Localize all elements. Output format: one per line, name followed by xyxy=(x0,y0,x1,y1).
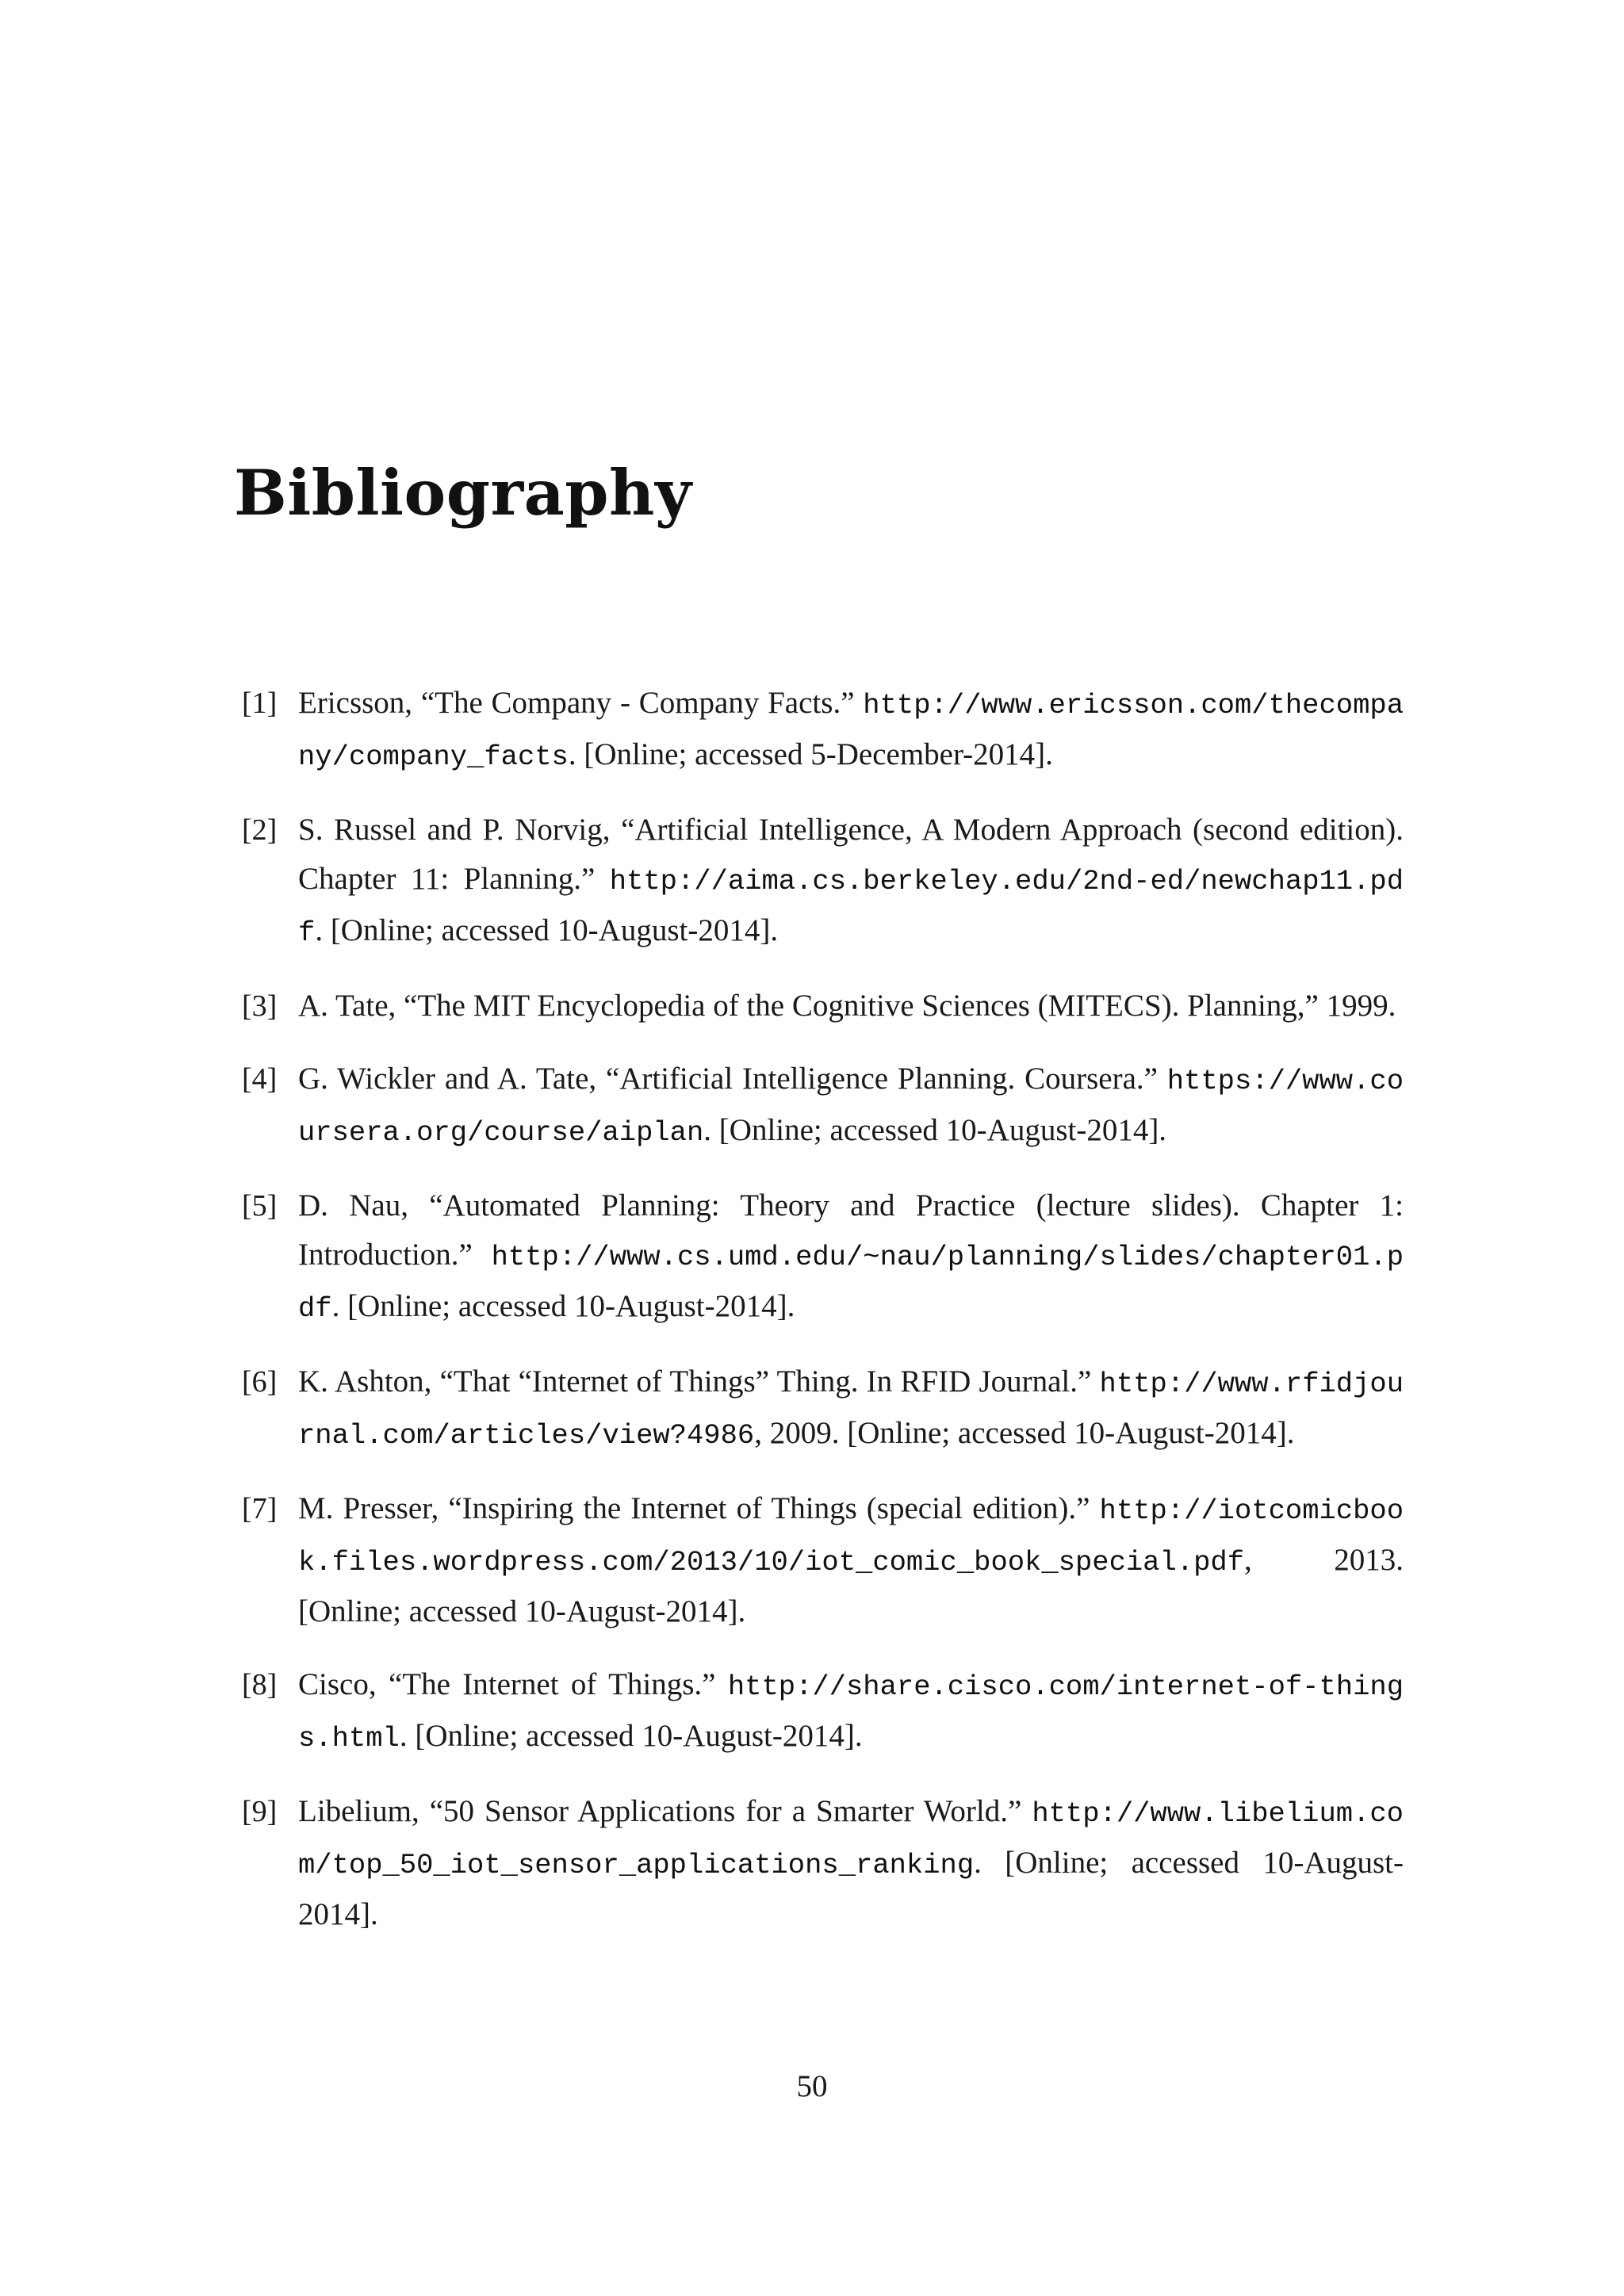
entry-url-link[interactable]: http://www.libelium.com/top_50_iot_sensor_applications_ranking xyxy=(298,1797,1404,1881)
entry-number: [8] xyxy=(242,1668,278,1701)
bibliography-entry-7 xyxy=(242,1484,1404,1636)
entry-body xyxy=(298,679,1404,782)
entry-number: [4] xyxy=(242,1062,278,1096)
entry-text: Cisco, “The Internet of Things.” xyxy=(298,1667,716,1701)
bibliography-entry-6 xyxy=(242,1357,1404,1460)
entry-access-note: . [Online; accessed 10-August-2014]. xyxy=(399,1719,863,1753)
bibliography-entry-9 xyxy=(242,1787,1404,1939)
entry-body xyxy=(298,1181,1404,1334)
entry-body xyxy=(298,1787,1404,1939)
entry-body xyxy=(298,982,1404,1031)
entry-access-note: . [Online; accessed 10-August-2014]. xyxy=(315,913,779,947)
entry-body xyxy=(298,806,1404,958)
entry-access-note: , 2009. [Online; accessed 10-August-2014]. xyxy=(754,1416,1295,1450)
bibliography-entry-5 xyxy=(242,1181,1404,1334)
bibliography-entry-4 xyxy=(242,1054,1404,1158)
bibliography-entry-1 xyxy=(242,679,1404,782)
entry-access-note: . [Online; accessed 10-August-2014]. xyxy=(298,1846,1404,1931)
entry-text: M. Presser, “Inspiring the Internet of Things (special edition).” xyxy=(298,1491,1090,1525)
entry-access-note: , 2013. [Online; accessed 10-August-2014]. xyxy=(298,1543,1404,1628)
entry-number: [3] xyxy=(242,989,278,1023)
entry-text: G. Wickler and A. Tate, “Artificial Intelligence Planning. Coursera.” xyxy=(298,1062,1158,1096)
entry-text: Libelium, “50 Sensor Applications for a Smarter World.” xyxy=(298,1794,1022,1828)
entry-number: [2] xyxy=(242,813,278,847)
entry-text: A. Tate, “The MIT Encyclopedia of the Cognitive Sciences (MITECS). Planning,” 1999. xyxy=(298,989,1396,1023)
entry-access-note: . [Online; accessed 10-August-2014]. xyxy=(703,1113,1167,1147)
page-title: Bibliography xyxy=(234,456,692,530)
entry-url-link[interactable]: https://www.coursera.org/course/aiplan xyxy=(298,1065,1404,1149)
entry-text: S. Russel and P. Norvig, “Artificial Intelligence, A Modern Approach (second edition). Chapter 11: Planning.” xyxy=(298,813,1404,896)
bibliography-entry-8 xyxy=(242,1660,1404,1763)
entry-text: Ericsson, “The Company - Company Facts.” xyxy=(298,686,855,720)
entry-number: [9] xyxy=(242,1795,278,1828)
entry-text: D. Nau, “Automated Planning: Theory and Practice (lecture slides). Chapter 1: Introduction.” xyxy=(298,1188,1404,1272)
entry-number: [7] xyxy=(242,1492,278,1525)
entry-access-note: . [Online; accessed 10-August-2014]. xyxy=(331,1289,795,1323)
bibliography-list xyxy=(242,679,1404,1963)
entry-url-link[interactable]: http://www.ericsson.com/thecompany/company_facts xyxy=(298,689,1404,773)
entry-url-link[interactable]: http://iotcomicbook.files.wordpress.com/2013/10/iot_comic_book_special.pdf xyxy=(298,1494,1404,1578)
entry-text: K. Ashton, “That “Internet of Things” Thing. In RFID Journal.” xyxy=(298,1364,1092,1399)
page-number: 50 xyxy=(796,2069,828,2103)
entry-body xyxy=(298,1484,1404,1636)
entry-access-note: . [Online; accessed 5-December-2014]. xyxy=(568,737,1053,771)
entry-body xyxy=(298,1054,1404,1158)
entry-url-link[interactable]: http://aima.cs.berkeley.edu/2nd-ed/newchap11.pdf xyxy=(298,865,1404,949)
entry-body xyxy=(298,1660,1404,1763)
entry-number: [5] xyxy=(242,1189,278,1223)
bibliography-entry-3 xyxy=(242,982,1404,1031)
entry-number: [6] xyxy=(242,1365,278,1399)
entry-body xyxy=(298,1357,1404,1460)
entry-url-link[interactable]: http://www.rfidjournal.com/articles/view?4986 xyxy=(298,1368,1404,1452)
bibliography-entry-2 xyxy=(242,806,1404,958)
entry-url-link[interactable]: http://share.cisco.com/internet-of-things.html xyxy=(298,1670,1404,1755)
entry-number: [1] xyxy=(242,687,278,720)
entry-url-link[interactable]: http://www.cs.umd.edu/~nau/planning/slides/chapter01.pdf xyxy=(298,1241,1404,1325)
